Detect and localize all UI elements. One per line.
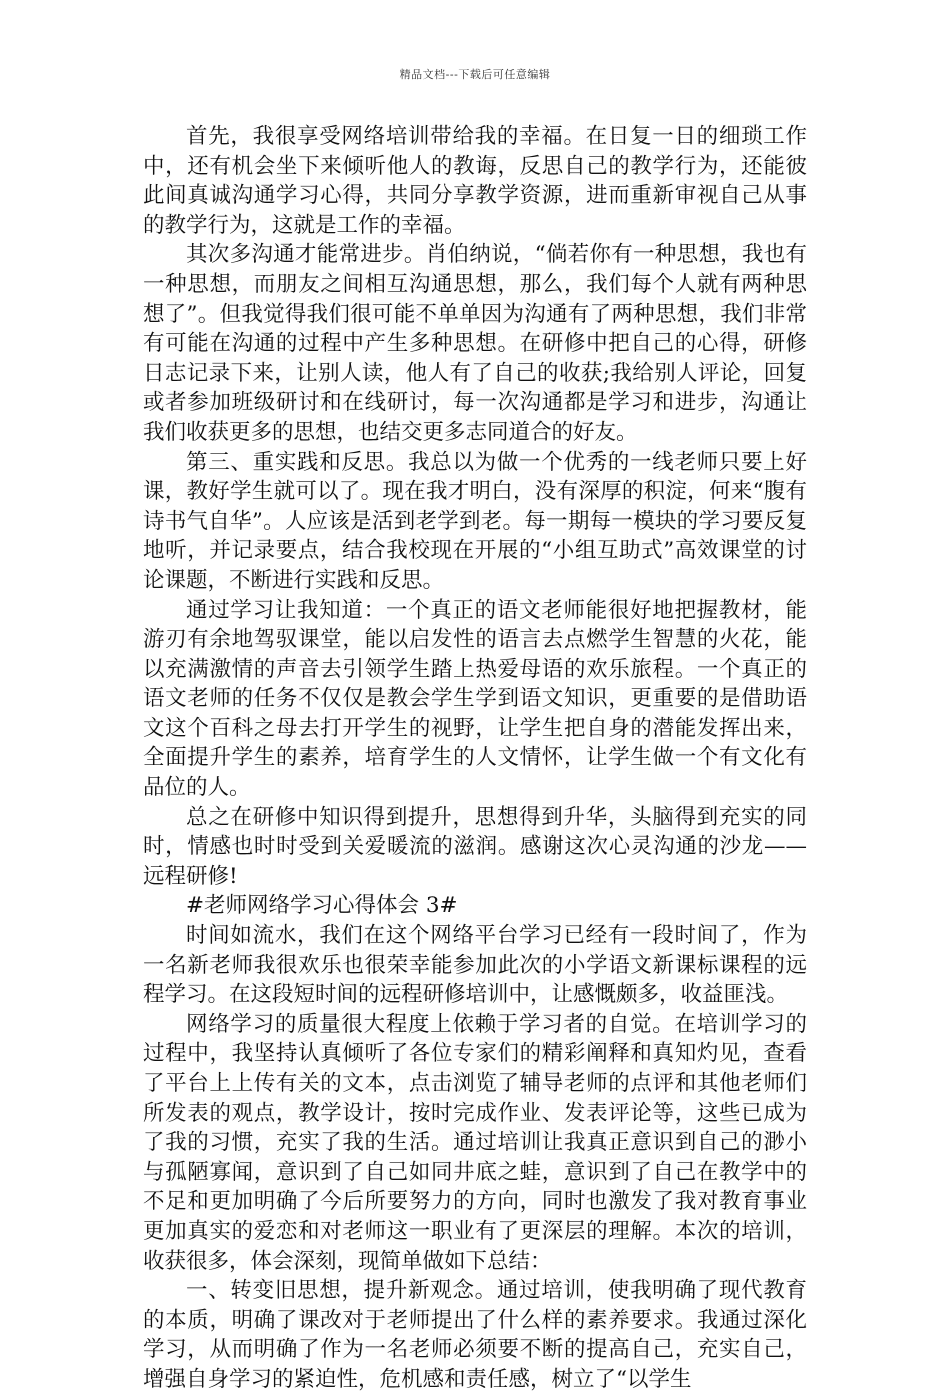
paragraph-summary: 总之在研修中知识得到提升，思想得到升华，头脑得到充实的同时，情感也时时受到关爱暖流的滋润。感谢这次心灵沟通的沙龙——远程研修! [143,804,807,889]
section-heading: #老师网络学习心得体会 3# [186,893,458,919]
document-body [143,122,807,1395]
paragraph-self-discipline: 网络学习的质量很大程度上依赖于学习者的自觉。在培训学习的过程中，我坚持认真倾听了各位专家们的精彩阐释和真知灼见，查看了平台上上传有关的文本，点击浏览了辅导老师的点评和其他老师们所发表的观点，教学设计，按时完成作业、发表评论等，这些已成为了我的习惯，充实了我的生活。通过培训让我真正意识到自己的渺小与孤陋寡闻，意识到了自己如同井底之蛙，意识到了自己在教学中的不足和更加明确了今后所要努力的方向，同时也激发了我对教育事业更加真实的爱恋和对老师这一职业有了更深层的理解。本次的培训，收获很多，体会深刻，现简单做如下总结： [143,1011,807,1274]
paragraph-time-flows: 时间如流水，我们在这个网络平台学习已经有一段时间了，作为一名新老师我很欢乐也很荣幸能参加此次的小学语文新课标课程的远程学习。在这段短时间的远程研修培训中，让感慨颇多，收益匪浅。 [143,923,807,1008]
paragraph-communication: 其次多沟通才能常进步。肖伯纳说，“倘若你有一种思想，我也有一种思想，而朋友之间相互沟通思想，那么，我们每个人就有两种思想了”。但我觉得我们很可能不单单因为沟通有了两种思想，我们非常有可能在沟通的过程中产生多种思想。在研修中把自己的心得，研修日志记录下来，让别人读，他人有了自己的收获;我给别人评论，回复或者参加班级研讨和在线研讨，每一次沟通都是学习和进步，沟通让我们收获更多的思想，也结交更多志同道合的好友。 [143,242,807,445]
page-header-note: 精品文档---下载后可任意编辑 [399,68,551,81]
paragraph-new-concepts: 一、转变旧思想，提升新观念。通过培训，使我明确了现代教育的本质，明确了课改对于老师提出了什么样的素养要求。我通过深化学习，从而明确了作为一名老师必须要不断的提高自己，充实自己，增强自身学习的紧迫性，危机感和责任感，树立了“以学生 [143,1278,807,1392]
paragraph-happiness: 首先，我很享受网络培训带给我的幸福。在日复一日的细琐工作中，还有机会坐下来倾听他人的教诲，反思自己的教学行为，还能彼此间真诚沟通学习心得，共同分享教学资源，进而重新审视自己从事的教学行为，这就是工作的幸福。 [143,124,807,238]
paragraph-practice-reflection: 第三、重实践和反思。我总以为做一个优秀的一线老师只要上好课，教好学生就可以了。现在我才明白，没有深厚的积淀，何来“腹有诗书气自华”。人应该是活到老学到老。每一期每一模块的学习要反复地听，并记录要点，结合我校现在开展的“小组互助式”高效课堂的讨论课题，不断进行实践和反思。 [143,449,807,593]
paragraph-chinese-teacher: 通过学习让我知道：一个真正的语文老师能很好地把握教材，能游刃有余地驾驭课堂，能以启发性的语言去点燃学生智慧的火花，能以充满激情的声音去引领学生踏上热爱母语的欢乐旅程。一个真正的语文老师的任务不仅仅是教会学生学到语文知识，更重要的是借助语文这个百科之母去打开学生的视野，让学生把自身的潜能发挥出来，全面提升学生的素养，培育学生的人文情怀，让学生做一个有文化有品位的人。 [143,597,807,801]
